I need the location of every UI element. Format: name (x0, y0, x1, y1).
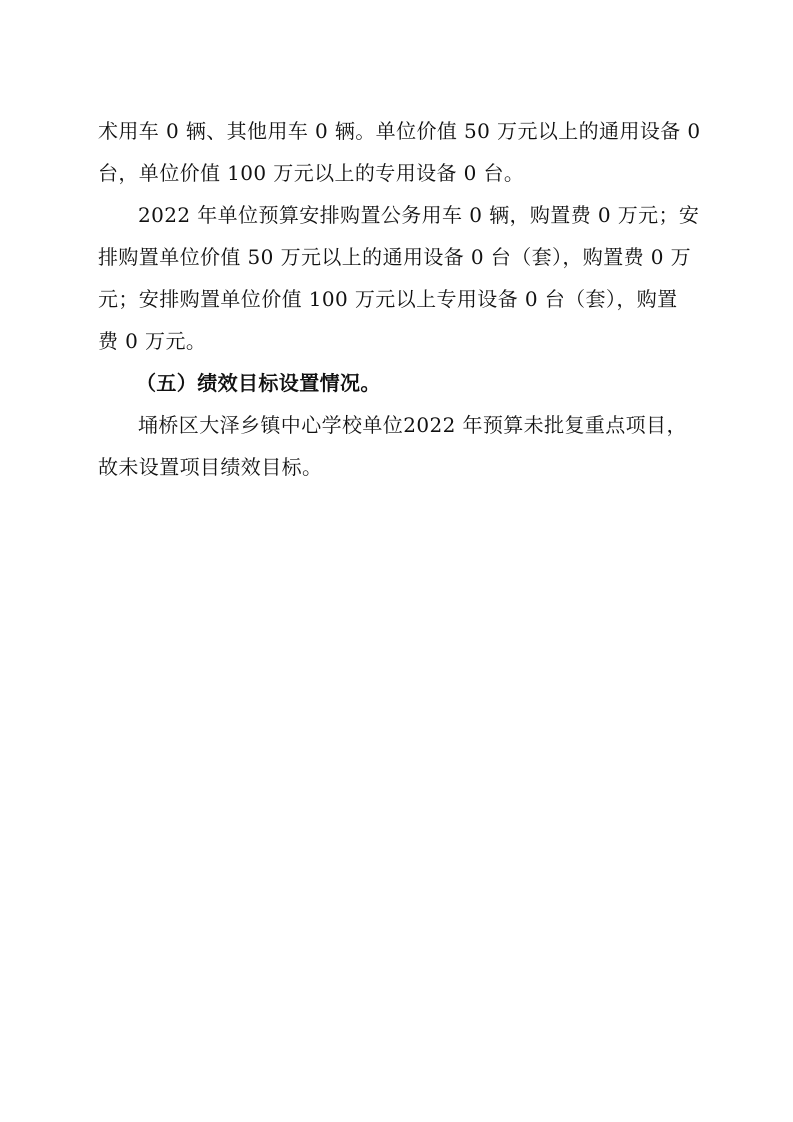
paragraph-2-line-4: 费 0 万元。 (98, 329, 207, 353)
paragraph-3-line-2: 故未设置项目绩效目标。 (98, 455, 323, 479)
paragraph-3-line-1: 埇桥区大泽乡镇中心学校单位2022 年预算未批复重点项目， (138, 413, 687, 437)
document-body (98, 110, 701, 488)
section-heading: （五）绩效目标设置情况。 (136, 371, 381, 395)
paragraph-2-line-2: 排购置单位价值 50 万元以上的通用设备 0 台（套），购置费 0 万 (98, 245, 692, 269)
paragraph-1-line-2: 台，单位价值 100 万元以上的专用设备 0 台。 (98, 161, 525, 185)
paragraph-1-line-1: 术用车 0 辆、其他用车 0 辆。单位价值 50 万元以上的通用设备 0 (98, 119, 701, 143)
paragraph-2-line-3: 元；安排购置单位价值 100 万元以上专用设备 0 台（套），购置 (98, 287, 678, 311)
paragraph-2-line-1: 2022 年单位预算安排购置公务用车 0 辆，购置费 0 万元；安 (138, 203, 700, 227)
